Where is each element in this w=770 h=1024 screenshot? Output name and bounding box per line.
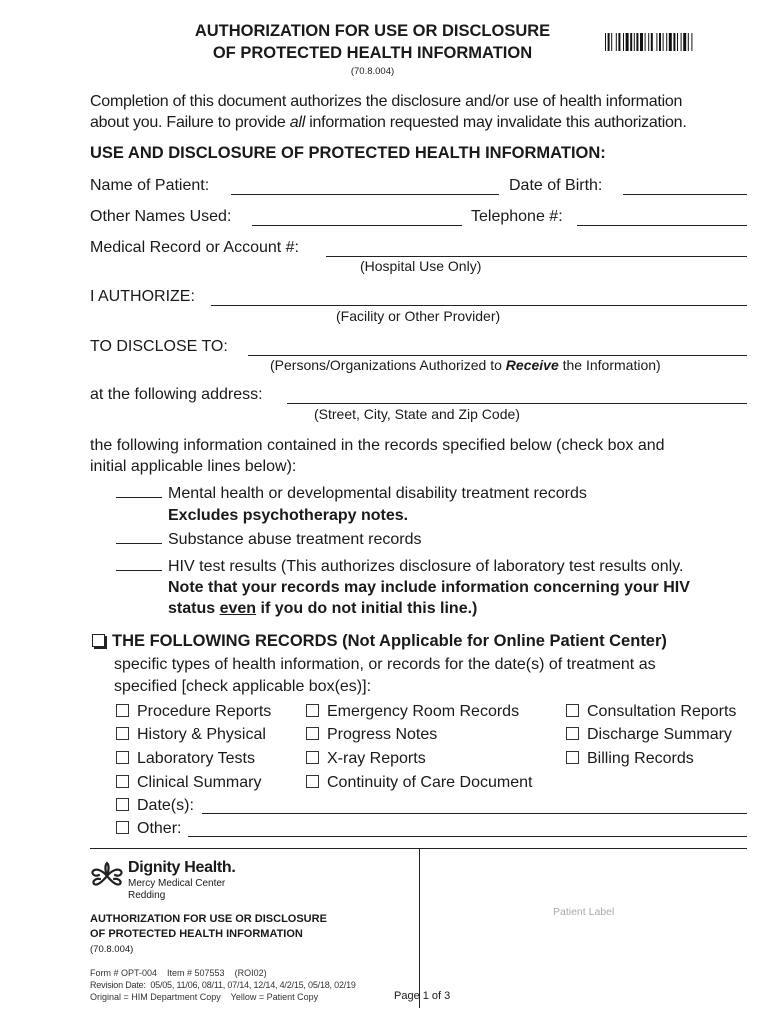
disclose-field[interactable] [248,355,747,356]
record-option-billing-records[interactable]: Billing Records [566,750,694,768]
checkbox[interactable] [116,775,129,788]
checkbox[interactable] [566,751,579,764]
initial-blank[interactable] [116,483,162,498]
checkbox[interactable] [566,704,579,717]
initial-line-hiv: HIV test results (This authorizes disclosure of laboratory test results only. [116,556,683,577]
authorize-label: I AUTHORIZE: [90,288,195,305]
other-names-label: Other Names Used: [90,208,232,225]
barcode-icon [605,33,747,51]
record-option-progress-notes[interactable]: Progress Notes [306,726,437,744]
initial-blank[interactable] [116,529,162,544]
patient-name-field[interactable] [231,194,499,195]
mrn-field[interactable] [326,256,747,257]
disclose-hint: (Persons/Organizations Authorized to Receive the Information) [270,357,661,373]
intro-line2: about you. Failure to provide all information requested may invalidate this authorization. [90,114,687,131]
telephone-field[interactable] [577,225,747,226]
records-intro-line1: the following information contained in the records specified below (check box and [90,437,665,454]
initial-line-mental-health: Mental health or developmental disability treatment records [116,483,587,504]
record-option-procedure-reports[interactable]: Procedure Reports [116,703,271,721]
section-heading: USE AND DISCLOSURE OF PROTECTED HEALTH INFORMATION: [90,144,606,162]
following-records-heading: THE FOLLOWING RECORDS (Not Applicable for Online Patient Center) [92,632,667,651]
page-number: Page 1 of 3 [394,990,451,1002]
checkbox[interactable] [306,775,319,788]
record-option-discharge-summary[interactable]: Discharge Summary [566,726,732,744]
checkbox[interactable] [116,704,129,717]
record-option-continuity-of-care[interactable]: Continuity of Care Document [306,774,532,792]
mental-health-note: Excludes psychotherapy notes. [168,507,409,524]
footer-revision-dates: Revision Date: 05/05, 11/06, 08/11, 07/14, 12/14, 4/2/15, 05/18, 02/19 [90,980,356,990]
dignity-health-logo-icon [90,860,124,892]
record-option-dates[interactable]: Date(s): [116,797,194,815]
authorize-field[interactable] [211,305,747,306]
telephone-label: Telephone #: [471,208,563,225]
checkbox[interactable] [306,704,319,717]
form-code: (70.8.004) [350,66,395,77]
checkbox[interactable] [116,751,129,764]
record-option-clinical-summary[interactable]: Clinical Summary [116,774,261,792]
record-option-laboratory-tests[interactable]: Laboratory Tests [116,750,255,768]
checkbox[interactable] [566,727,579,740]
record-option-xray-reports[interactable]: X-ray Reports [306,750,426,768]
address-label: at the following address: [90,386,263,403]
facility-name: Mercy Medical Center Redding [128,878,226,901]
hiv-note-line2: status even if you do not initial this line.) [168,600,478,617]
checkbox[interactable] [116,727,129,740]
patient-label-area: Patient Label [553,906,615,918]
checkbox[interactable] [116,821,129,834]
mrn-label: Medical Record or Account #: [90,239,299,256]
checkbox[interactable] [306,727,319,740]
address-field[interactable] [287,403,747,404]
other-names-field[interactable] [252,225,462,226]
brand-name: Dignity Health. [128,859,236,876]
record-option-emergency-room[interactable]: Emergency Room Records [306,703,519,721]
footer-form-code: (70.8.004) [90,944,134,955]
record-option-history-physical[interactable]: History & Physical [116,726,266,744]
footer-copy-distribution: Original = HIM Department Copy Yellow = Patient Copy [90,992,319,1002]
records-intro-line2: initial applicable lines below): [90,458,297,475]
record-option-consultation-reports[interactable]: Consultation Reports [566,703,736,721]
footer-form-number: Form # OPT-004 Item # 507553 (ROI02) [90,968,267,978]
following-records-checkbox[interactable] [92,634,105,647]
patient-name-label: Name of Patient: [90,177,210,194]
footer-vertical-divider [419,848,420,1008]
record-option-other[interactable]: Other: [116,820,181,838]
following-records-line1: specific types of health information, or records for the date(s) of treatment as [114,656,656,673]
dates-field[interactable] [202,813,747,814]
disclose-label: TO DISCLOSE TO: [90,338,228,355]
mrn-hint: (Hospital Use Only) [360,258,482,274]
form-title-line1: AUTHORIZATION FOR USE OR DISCLOSURE [194,22,551,40]
hiv-note-line1: Note that your records may include information concerning your HIV [168,579,690,596]
form-title-line2: OF PROTECTED HEALTH INFORMATION [212,44,533,62]
following-records-line2: specified [check applicable box(es)]: [114,678,372,695]
initial-line-substance-abuse: Substance abuse treatment records [116,529,421,550]
intro-line1: Completion of this document authorizes the disclosure and/or use of health information [90,93,683,110]
authorize-hint: (Facility or Other Provider) [336,308,501,324]
initial-blank[interactable] [116,556,162,571]
checkbox[interactable] [306,751,319,764]
footer-title: AUTHORIZATION FOR USE OR DISCLOSURE OF PROTECTED HEALTH INFORMATION [90,913,327,940]
dob-field[interactable] [623,194,747,195]
address-hint: (Street, City, State and Zip Code) [314,406,520,422]
dob-label: Date of Birth: [509,177,603,194]
other-field[interactable] [188,836,747,837]
checkbox[interactable] [116,798,129,811]
